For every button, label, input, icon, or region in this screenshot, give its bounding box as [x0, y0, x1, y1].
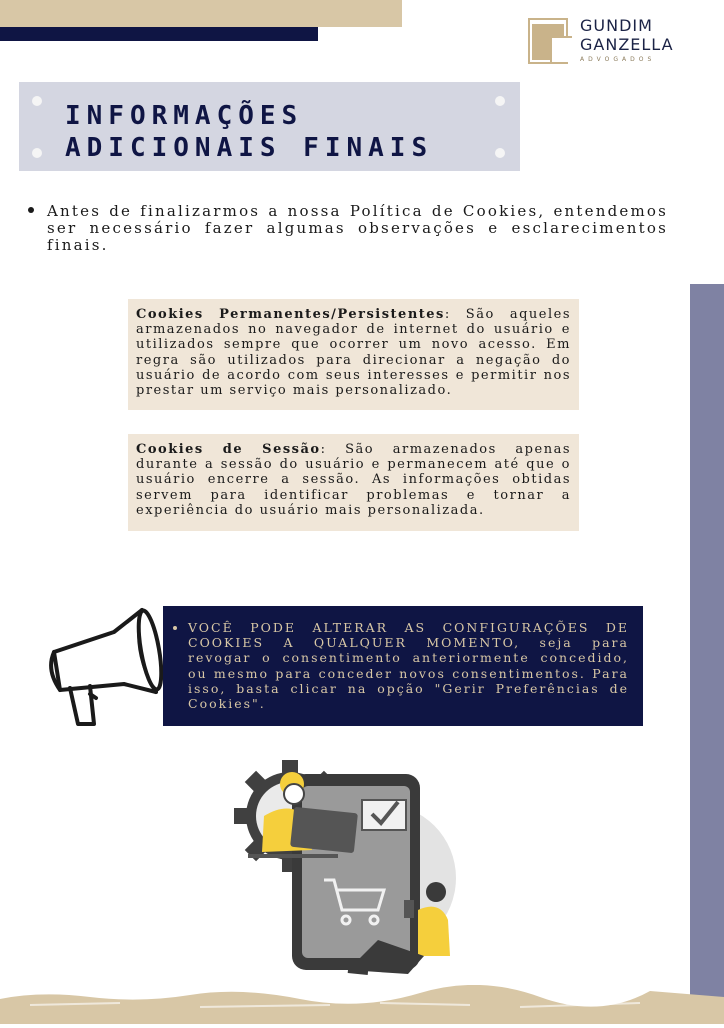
- card-heading: Cookies Permanentes/Persistentes: [136, 307, 445, 322]
- logo-mark-icon: [528, 18, 572, 64]
- megaphone-icon: [44, 604, 164, 730]
- logo-name-line1: GUNDIM: [580, 16, 653, 35]
- info-card-persistent-cookies: [128, 299, 579, 410]
- bullet-icon: [173, 626, 177, 630]
- brand-logo: [528, 14, 698, 70]
- bullet-icon: [28, 207, 34, 213]
- card-body: : São aqueles armazenados no navegador de internet do usuário e utilizados sempre que ocorrer um novo acesso. Em regra são utilizados para direcionar a negação do usuário de acordo com seus interesses e permitir nos prestar um serviço mais personalizado.: [136, 307, 571, 399]
- logo-name: [580, 16, 674, 54]
- top-decor-bar-navy: [0, 27, 318, 41]
- logo-name-line2: GANZELLA: [580, 35, 674, 54]
- intro-paragraph: [28, 203, 668, 254]
- ground-brush-decor: [0, 985, 724, 1024]
- card-heading: Cookies de Sessão: [136, 442, 321, 457]
- dot-decor: [32, 96, 42, 106]
- info-card-session-cookies: [128, 434, 579, 531]
- cookie-settings-notice: [163, 606, 643, 726]
- page-title-line2: ADICIONAIS FINAIS: [65, 133, 434, 163]
- top-decor-bar-tan: [0, 0, 402, 27]
- logo-subtitle: ADVOGADOS: [580, 56, 656, 63]
- dot-decor: [495, 148, 505, 158]
- intro-text: Antes de finalizarmos a nossa Política de Cookies, entendemos ser necessário fazer algumas observações e esclarecimentos finais.: [47, 202, 668, 254]
- notice-text: VOCÊ PODE ALTERAR AS CONFIGURAÇÕES DE COOKIES A QUALQUER MOMENTO, seja para revogar o consentimento anteriormente concedido, ou mesmo para conceder novos consentimentos. Para isso, basta clicar na opção "Gerir Preferências de Cookies".: [188, 620, 629, 712]
- cookie-settings-illustration: [228, 760, 478, 982]
- dot-decor: [495, 96, 505, 106]
- card-body: : São armazenados apenas durante a sessão do usuário e permanecem até que o usuário encerre a sessão. As informações obtidas servem para identificar problemas e tornar a experiência do usuário mais personalizada.: [136, 442, 571, 518]
- section-title-box: [19, 82, 520, 171]
- page-title-line1: INFORMAÇÕES: [65, 101, 304, 131]
- right-decor-strip: [690, 284, 724, 1024]
- dot-decor: [32, 148, 42, 158]
